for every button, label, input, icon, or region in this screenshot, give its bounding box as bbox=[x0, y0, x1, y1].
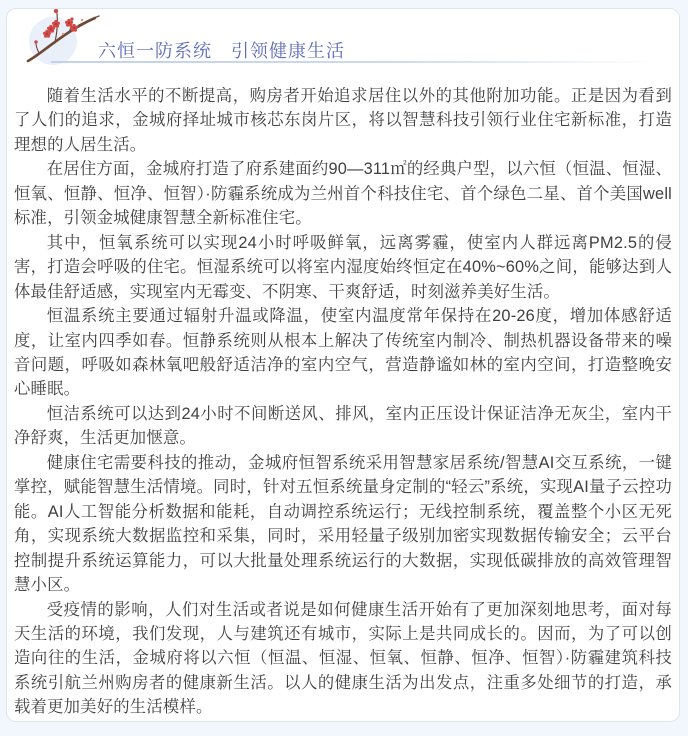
paragraph-7: 受疫情的影响，人们对生活或者说是如何健康生活开始有了更加深刻地思考，面对每天生活的环境，我们发现，人与建筑还有城市，实际上是共同成长的。因而，为了可以创造向往的生活，金城府将以六恒（恒温、恒湿、恒氧、恒静、恒净、恒智）·防霾建筑科技系统引航兰州购房者的健康新生活。以人的健康生活为出发点，注重多处细节的打造，承载着更加美好的生活模样。 bbox=[14, 600, 672, 717]
article-card bbox=[6, 8, 680, 722]
article-header bbox=[7, 9, 679, 84]
paragraph-1: 随着生活水平的不断提高，购房者开始追求居住以外的其他附加功能。正是因为看到了人们的追求，金城府择址城市核芯东岗片区，将以智慧科技引领行业住宅新标准，打造理想的人居生活。 bbox=[14, 87, 672, 154]
paragraph-6: 健康住宅需要科技的推动，金城府恒智系统采用智慧家居系统/智慧AI交互系统，一键掌控，赋能智慧生活情境。同时，针对五恒系统量身定制的“轻云”系统，实现AI量子云控功能。AI人工智能分析数据和能耗，自动调控系统运行；无线控制系统，覆盖整个小区无死角，实现系统大数据监控和采集，同时，采用轻量子级别加密实现数据传输安全；云平台控制提升系统运算能力，可以大批量处理系统运行的大数据，实现低碳排放的高效管理智慧小区。 bbox=[14, 453, 672, 595]
paragraph-2: 在居住方面，金城府打造了府系建面约90—311㎡的经典户型，以六恒（恒温、恒湿、恒氧、恒静、恒净、恒智）·防霾系统成为兰州首个科技住宅、首个绿色二星、首个美国well标准，引领金城健康智慧全新标准住宅。 bbox=[14, 160, 672, 228]
plum-blossom-icon bbox=[25, 8, 105, 69]
paragraph-4: 恒温系统主要通过辐射升温或降温，使室内温度常年保持在20-26度，增加体感舒适度，让室内四季如春。恒静系统则从根本上解决了传统室内制冷、制热机器设备带来的噪音问题，呼吸如森林氧吧般舒适洁净的室内空气，营造静谧如林的室内空间，打造整晚安心睡眠。 bbox=[14, 307, 672, 399]
article-body bbox=[7, 84, 679, 722]
page-title: 六恒一防系统 引领健康生活 bbox=[98, 41, 345, 61]
paragraph-3: 其中，恒氧系统可以实现24小时呼吸鲜氧，远离雾霾，使室内人群远离PM2.5的侵害，打造会呼吸的住宅。恒湿系统可以将室内湿度始终恒定在40%~60%之间，能够达到人体最佳舒适感，实现室内无霉变、不阴寒、干爽舒适，时刻滋养美好生活。 bbox=[14, 233, 672, 301]
paragraph-5: 恒洁系统可以达到24小时不间断送风、排风，室内正压设计保证洁净无灰尘，室内干净舒爽，生活更加惬意。 bbox=[14, 404, 672, 448]
